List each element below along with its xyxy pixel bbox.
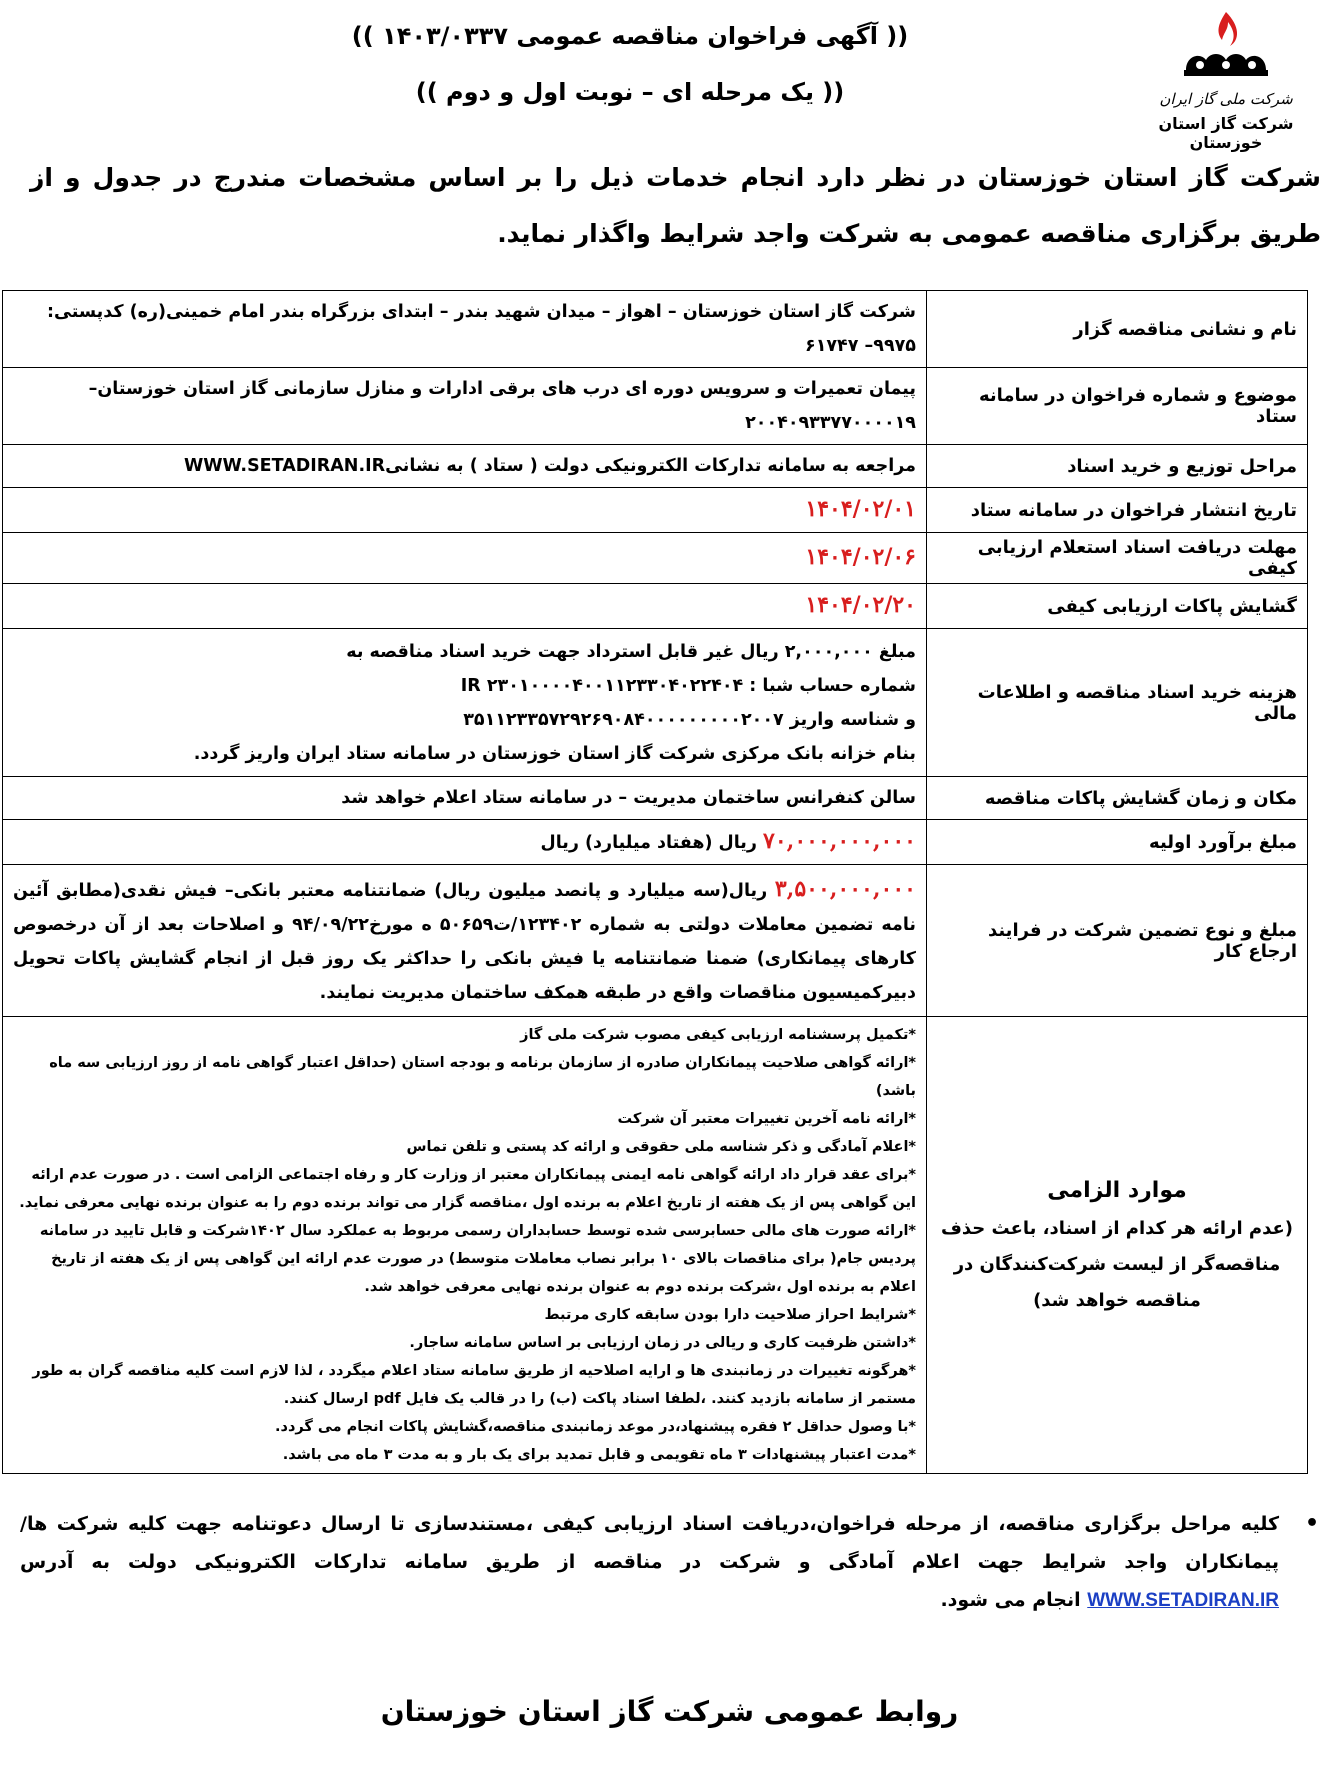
list-item: *با وصول حداقل ۲ فقره پیشنهاد،در موعد زمانبندی مناقصه،گشایش پاکات انجام می گردد.	[275, 1419, 916, 1435]
bullet-icon: •	[1304, 1511, 1319, 1536]
table-row	[3, 488, 1308, 533]
notice-subtitle: (( یک مرحله ای – نوبت اول و دوم ))	[415, 78, 845, 106]
list-item: *ارائه گواهی صلاحیت پیمانکاران صادره از سازمان برنامه و بودجه استان (حداقل اعتبار گواهی نامه از روز ارزیابی سه ماه باشد)	[49, 1055, 916, 1099]
table-row	[3, 777, 1308, 820]
row-label: مبلغ و نوع تضمین شرکت در فرایند ارجاع کار	[927, 865, 1308, 1017]
estimate-amount: ۷۰,۰۰۰,۰۰۰,۰۰۰	[763, 828, 916, 854]
list-item: *تکمیل پرسشنامه ارزیابی کیفی مصوب شرکت ملی گاز	[520, 1027, 916, 1043]
table-row	[3, 533, 1308, 584]
guarantee-text: ریال(سه میلیارد و پانصد میلیون ریال) ضمانتنامه معتبر بانکی– فیش نقدی(مطابق آئین نامه تضمین معاملات دولتی به شماره ۱۲۳۴۰۲/ت۵۰۶۵۹ ه مورخ۹۴/۰۹/۲۲ و اصلاحات بعد از آن درخصوص کارهای پیمانکاری) ضمنا ضمانتنامه یا فیش بانکی را حداکثر یک روز قبل از انجام گشایش پاکات تحویل دبیرکمیسیون مناقصات واقع در طبقه همکف ساختمان مدیریت نمایند.	[13, 880, 916, 1003]
tender-details-table	[2, 290, 1308, 1474]
estimate-text: ریال (هفتاد میلیارد) ریال	[540, 833, 764, 853]
finance-line: شماره حساب شبا : IR ۲۳۰۱۰۰۰۰۴۰۰۱۱۲۳۳۰۴۰۲۲۴۰۴	[460, 675, 916, 696]
list-item: *ارائه صورت های مالی حسابرسی شده توسط حسابداران رسمی مربوط به عملکرد سال ۱۴۰۲شرکت و قابل تایید در سامانه پردیس جام( برای مناقصات بالای ۱۰ برابر نصاب معاملات متوسط) در صورت عدم ارائه این گواهی پس از یک هفته از تاریخ اعلام به برنده اول ،شرکت برنده دوم به عنوان برنده نهایی معرفی خواهد شد.	[39, 1223, 916, 1295]
requirements-label	[927, 1017, 1308, 1474]
row-label: مهلت دریافت اسناد استعلام ارزیابی کیفی	[927, 533, 1308, 584]
notice-title: (( آگهی فراخوان مناقصه عمومی ۱۴۰۳/۰۳۳۷ ))	[351, 22, 909, 50]
row-value: مراجعه به سامانه تدارکات الکترونیکی دولت ( ستاد ) به نشانیWWW.SETADIRAN.IR	[3, 445, 927, 488]
row-value: سالن کنفرانس ساختمان مدیریت – در سامانه ستاد اعلام خواهد شد	[3, 777, 927, 820]
list-item: *اعلام آمادگی و ذکر شناسه ملی حقوقی و ارائه کد پستی و تلفن تماس	[406, 1139, 916, 1155]
requirements-title: موارد الزامی	[1047, 1178, 1187, 1203]
gas-flame-icon	[1166, 8, 1286, 88]
company-name: شرکت گاز استان خوزستان	[1158, 114, 1294, 152]
table-row	[3, 1017, 1308, 1474]
finance-line: مبلغ ۲,۰۰۰,۰۰۰ ریال غیر قابل استرداد جهت خرید اسناد مناقصه به	[346, 641, 916, 662]
list-item: *داشتن ظرفیت کاری و ریالی در زمان ارزیابی بر اساس سامانه ساجار.	[409, 1335, 916, 1351]
finance-value	[3, 629, 927, 777]
finance-line: بنام خزانه بانک مرکزی شرکت گاز استان خوزستان در سامانه ستاد ایران واریز گردد.	[193, 743, 916, 764]
row-label: هزینه خرید اسناد مناقصه و اطلاعات مالی	[927, 629, 1308, 777]
row-value: پیمان تعمیرات و سرویس دوره ای درب های برقی ادارات و منازل سازمانی گاز استان خوزستان– ۲۰۰۴۰۹۳۳۷۷۰۰۰۰۱۹	[3, 368, 927, 445]
row-label: تاریخ انتشار فراخوان در سامانه ستاد	[927, 488, 1308, 533]
row-label: موضوع و شماره فراخوان در سامانه ستاد	[927, 368, 1308, 445]
publish-date: ۱۴۰۴/۰۲/۰۱	[805, 496, 916, 522]
footer-signature: روابط عمومی شرکت گاز استان خوزستان	[380, 1695, 959, 1728]
list-item: *ارائه نامه آخرین تغییرات معتبر آن شرکت	[617, 1111, 916, 1127]
row-label: مراحل توزیع و خرید اسناد	[927, 445, 1308, 488]
note-text: کلیه مراحل برگزاری مناقصه، از مرحله فراخوان،دریافت اسناد ارزیابی کیفی ،مستندسازی تا ارسال دعوتنامه جهت کلیه شرکت ها/پیمانکاران واجد شرایط جهت اعلام آمادگی و شرکت در مناقصه از طریق سامانه تدارکات الکترونیکی دولت به آدرس	[20, 1513, 1279, 1573]
header	[0, 0, 1339, 155]
opening-date: ۱۴۰۴/۰۲/۲۰	[805, 592, 916, 618]
table-row	[3, 865, 1308, 1017]
row-value: شرکت گاز استان خوزستان – اهواز – میدان شهید بندر – ابتدای بزرگراه بندر امام خمینی(ره) کدپستی: ۹۹۷۵– ۶۱۷۴۷	[3, 291, 927, 368]
table-row	[3, 368, 1308, 445]
process-note	[20, 1505, 1319, 1620]
row-label: مبلغ برآورد اولیه	[927, 820, 1308, 865]
deadline-date: ۱۴۰۴/۰۲/۰۶	[805, 544, 916, 570]
intro-paragraph: شرکت گاز استان خوزستان در نظر دارد انجام خدمات ذیل را بر اساس مشخصات مندرج در جدول و از طریق برگزاری مناقصه عمومی به شرکت واجد شرایط واگذار نماید.	[30, 163, 1321, 248]
list-item: *هرگونه تغییرات در زمانبندی ها و ارایه اصلاحیه از طریق سامانه ستاد اعلام میگردد ، لذا لازم است کلیه مناقصه گران به طور مستمر از سامانه بازدید کنند. ،لطفا اسناد پاکت (ب) را در قالب یک فایل pdf ارسال کنند.	[32, 1363, 916, 1407]
row-label: مکان و زمان گشایش پاکات مناقصه	[927, 777, 1308, 820]
table-row	[3, 820, 1308, 865]
row-label: نام و نشانی مناقصه گزار	[927, 291, 1308, 368]
table-row	[3, 584, 1308, 629]
table-row	[3, 629, 1308, 777]
finance-line: و شناسه واریز ۳۵۱۱۲۳۳۵۷۲۹۲۶۹۰۸۴۰۰۰۰۰۰۰۰۰۲۰۰۷	[463, 709, 916, 730]
list-item: *برای عقد قرار داد ارائه گواهی نامه ایمنی پیمانکاران معتبر از وزارت کار و رفاه اجتماعی الزامی است . در صورت عدم ارائه این گواهی پس از یک هفته از تاریخ اعلام به برنده اول ،مناقصه گزار می تواند برنده دوم را به عنوان برنده نهایی معرفی نماید.	[19, 1167, 916, 1211]
table-row	[3, 291, 1308, 368]
setadiran-link[interactable]: WWW.SETADIRAN.IR	[1087, 1590, 1279, 1611]
logo-brand-text: شرکت ملی گاز ایران	[1159, 90, 1293, 108]
company-logo	[1131, 8, 1321, 152]
list-item: *مدت اعتبار پیشنهادات ۳ ماه تقویمی و قابل تمدید برای یک بار و به مدت ۳ ماه می باشد.	[282, 1447, 916, 1463]
row-label: گشایش پاکات ارزیابی کیفی	[927, 584, 1308, 629]
requirements-subtitle: (عدم ارائه هر کدام از اسناد، باعث حذف مناقصه‌گر از لیست شرکت‌کنندگان در مناقصه خواهد شد)	[941, 1218, 1293, 1311]
requirements-list	[13, 1021, 916, 1469]
list-item: *شرایط احراز صلاحیت دارا بودن سابقه کاری مرتبط	[544, 1307, 916, 1323]
guarantee-amount: ۳,۵۰۰,۰۰۰,۰۰۰	[774, 875, 916, 902]
table-row	[3, 445, 1308, 488]
note-tail: انجام می شود.	[940, 1589, 1088, 1611]
